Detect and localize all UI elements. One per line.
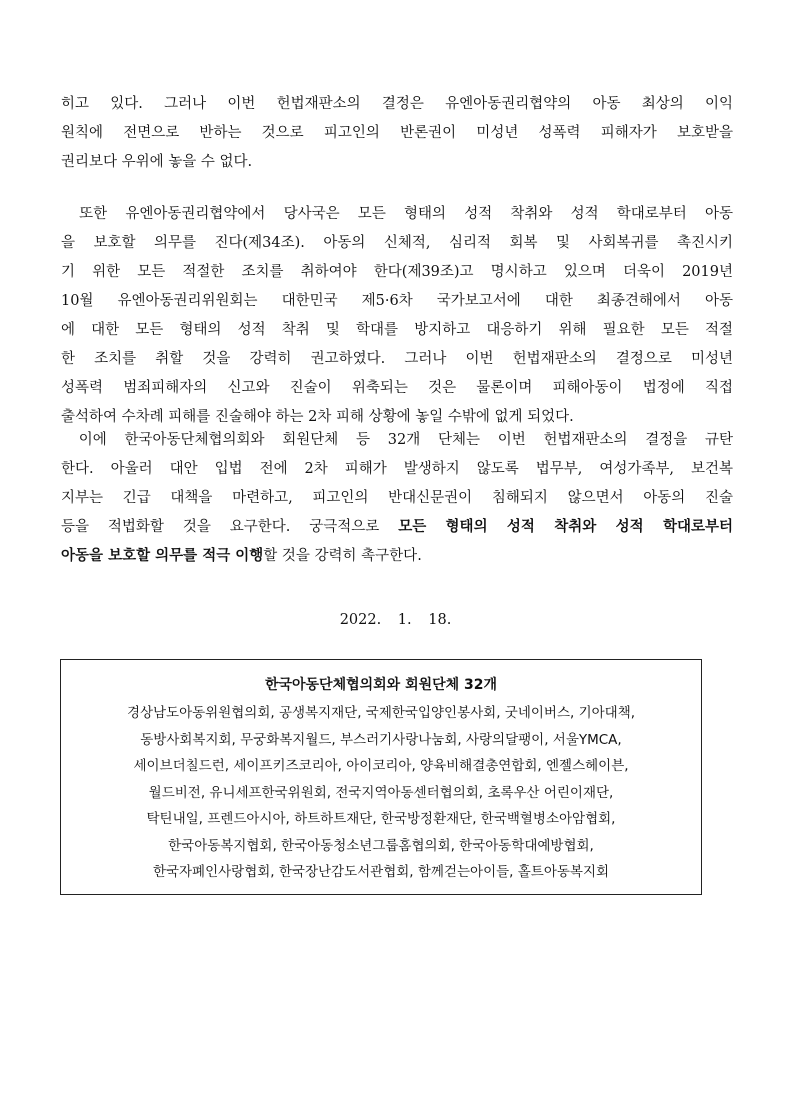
text-line-mixed	[61, 542, 733, 571]
paragraph-demands	[61, 426, 733, 571]
organizations-box	[60, 659, 702, 895]
text-line: 기 위한 모든 적절한 조치를 취하여야 한다(제39조)고 명시하고 있으며 더욱이 2019년	[61, 264, 733, 280]
text-line: 성폭력 범죄피해자의 신고와 진술이 위축되는 것은 물론이며 피해아동이 법정에 직접	[61, 380, 733, 396]
text-line: 에 대한 모든 형태의 성적 착취 및 학대를 방지하고 대응하기 위해 필요한 모든 적절	[61, 322, 733, 338]
text-line: 을 보호할 의무를 진다(제34조). 아동의 신체적, 심리적 회복 및 사회복귀를 촉진시키	[61, 235, 733, 251]
text-segment: 할 것을 강력히 촉구한다.	[263, 548, 422, 564]
text-line: 이에 한국아동단체협의회와 회원단체 등 32개 단체는 이번 헌법재판소의 결정을 규탄	[61, 432, 733, 448]
text-line: 권리보다 우위에 놓을 수 없다.	[61, 154, 253, 170]
organizations-line: 세이브더칠드런, 세이프키즈코리아, 아이코리아, 양육비해결총연합회, 엔젤스헤이븐,	[133, 758, 629, 774]
text-line: 10월 유엔아동권리위원회는 대한민국 제5·6차 국가보고서에 대한 최종견해에서 아동	[61, 293, 733, 309]
paragraph-child-best-interest	[61, 90, 733, 177]
statement-date: 2022. 1. 18.	[339, 612, 452, 628]
organizations-line: 경상남도아동위원협의회, 공생복지재단, 국제한국입양인봉사회, 굿네이버스, 기아대책,	[126, 705, 636, 721]
organizations-line: 월드비전, 유니세프한국위원회, 전국지역아동센터협의회, 초록우산 어린이재단,	[148, 784, 614, 801]
text-line: 원칙에 전면으로 반하는 것으로 피고인의 반론권이 미성년 성폭력 피해자가 보호받을	[61, 125, 733, 141]
organizations-list	[61, 700, 701, 886]
organizations-line: 한국아동복지협회, 한국아동청소년그룹홈협의회, 한국아동학대예방협회,	[168, 837, 594, 854]
emphasis-text: 아동을 보호할 의무를 적극 이행	[61, 548, 264, 564]
organizations-line: 동방사회복지회, 무궁화복지월드, 부스러기사랑나눔회, 사랑의달팽이, 서울YMCA,	[140, 731, 622, 748]
text-line: 한 조치를 취할 것을 강력히 권고하였다. 그러나 이번 헌법재판소의 결정으로 미성년	[61, 351, 733, 367]
text-line: 히고 있다. 그러나 이번 헌법재판소의 결정은 유엔아동권리협약의 아동 최상의 이익	[61, 96, 733, 112]
organizations-title: 한국아동단체협의회와 회원단체 32개	[264, 677, 498, 693]
text-segment: 등을 적법화할 것을 요구한다. 궁극적으로	[61, 519, 399, 535]
paragraph-uncrc-obligations	[61, 200, 733, 432]
text-line: 출석하여 수차례 피해를 진술해야 하는 2차 피해 상황에 놓일 수밖에 없게 되었다.	[61, 409, 574, 425]
organizations-line: 한국자폐인사랑협회, 한국장난감도서관협회, 함께걷는아이들, 홀트아동복지회	[152, 864, 610, 880]
emphasis-text: 모든 형태의 성적 착취와 성적 학대로부터	[398, 519, 733, 535]
text-line: 지부는 긴급 대책을 마련하고, 피고인의 반대신문권이 침해되지 않으면서 아동의 진술	[61, 490, 733, 506]
organizations-line: 탁틴내일, 프렌드아시아, 하트하트재단, 한국방정환재단, 한국백혈병소아암협회,	[146, 811, 616, 827]
text-line: 한다. 아울러 대안 입법 전에 2차 피해가 발생하지 않도록 법무부, 여성가족부, 보건복	[61, 461, 733, 477]
text-line: 또한 유엔아동권리협약에서 당사국은 모든 형태의 성적 착취와 성적 학대로부터 아동	[61, 206, 733, 222]
text-line-mixed	[61, 513, 733, 542]
